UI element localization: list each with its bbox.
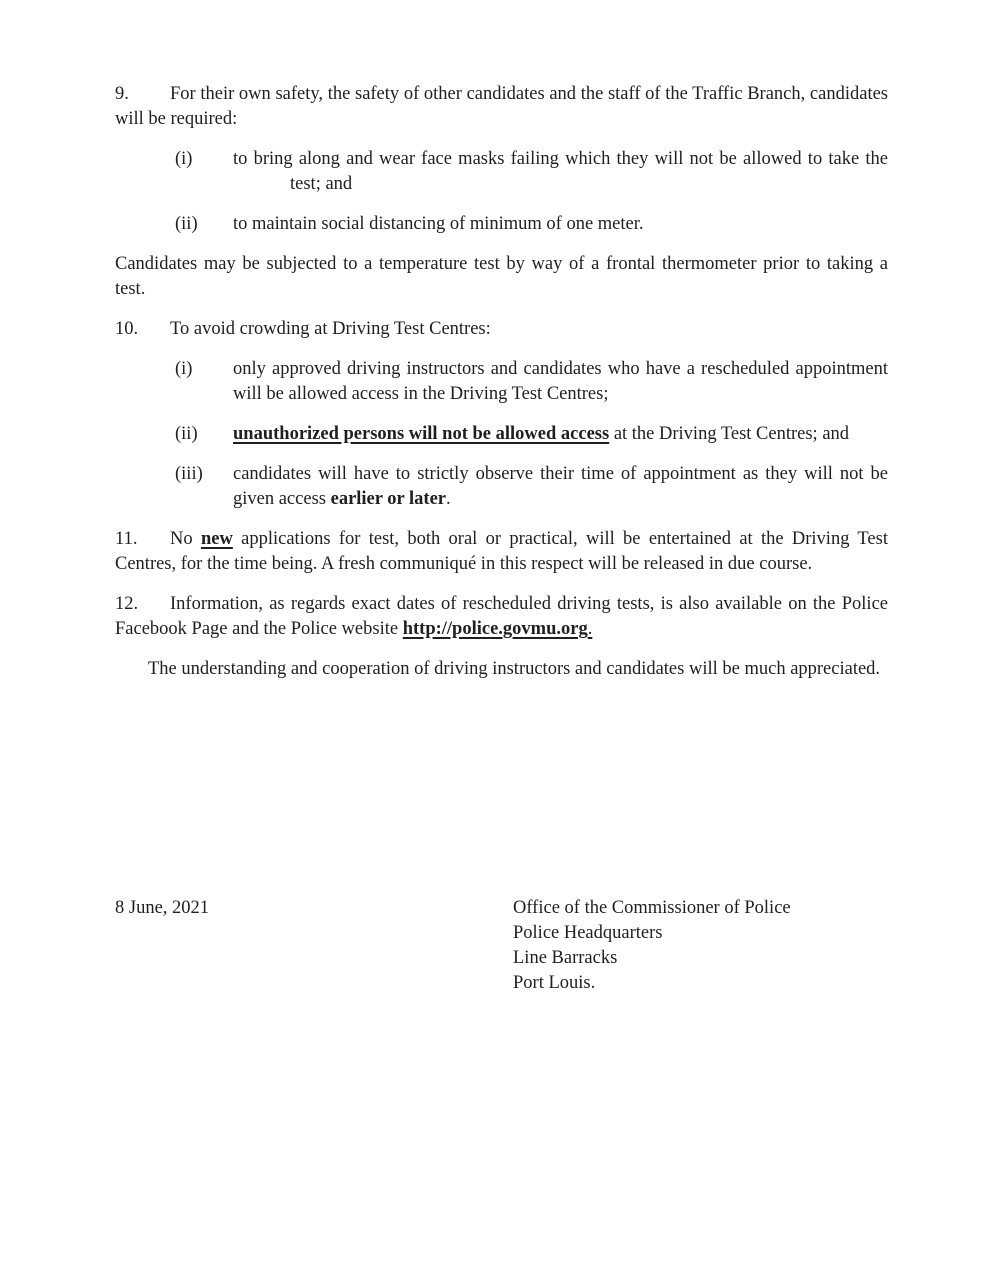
item-text [233, 422, 888, 447]
signature-office [513, 896, 791, 996]
office-line: Line Barracks [513, 948, 618, 968]
list-item-10-i [175, 357, 888, 407]
office-line: Port Louis. [513, 973, 596, 993]
list-item-9-i [175, 147, 888, 197]
list-10 [175, 357, 888, 512]
paragraph-9 [115, 82, 888, 132]
item-marker: (iii) [175, 464, 203, 484]
office-line: Office of the Commissioner of Police [513, 898, 791, 918]
paragraph-number: 11. [115, 529, 138, 549]
item-marker: (i) [175, 149, 193, 169]
closing-paragraph: The understanding and cooperation of driving instructors and candidates will be much appreciated. [148, 659, 881, 679]
list-item-10-ii [175, 422, 888, 447]
paragraph-text-post: applications for test, both oral or practical, will be entertained at the Driving Test Centres, for the time being. A fresh communiqué in this respect will be released in due course. [115, 529, 888, 574]
item-text-pre: candidates will have to strictly observe their time of appointment as they will not be given access [233, 464, 888, 509]
item-text-post: . [446, 489, 451, 509]
bold-underline-text: unauthorized persons will not be allowed access [233, 424, 610, 444]
paragraph-11 [115, 527, 888, 577]
bold-text: earlier or later [330, 489, 446, 509]
office-line: Police Headquarters [513, 923, 663, 943]
bold-underline-text: new [200, 529, 233, 549]
list-item-10-iii [175, 462, 888, 512]
item-marker: (ii) [175, 424, 198, 444]
paragraph-text: For their own safety, the safety of other candidates and the staff of the Traffic Branch, candidates will be required: [115, 84, 888, 129]
item-marker: (i) [175, 359, 193, 379]
paragraph-12 [115, 592, 888, 642]
paragraph-number: 12. [115, 594, 139, 614]
item-text: to maintain social distancing of minimum of one meter. [233, 214, 644, 234]
paragraph-text: To avoid crowding at Driving Test Centres: [170, 319, 491, 339]
document-body [115, 82, 888, 697]
item-text-rest: at the Driving Test Centres; and [609, 424, 850, 444]
paragraph-temperature: Candidates may be subjected to a temperature test by way of a frontal thermometer prior to taking a test. [115, 254, 888, 299]
paragraph-text-pre: No [170, 529, 201, 549]
paragraph-number: 10. [115, 319, 139, 339]
item-marker: (ii) [175, 214, 198, 234]
list-9 [175, 147, 888, 237]
item-text: to bring along and wear face masks failing which they will not be allowed to take the test; and [233, 149, 888, 194]
signature-date: 8 June, 2021 [115, 898, 210, 918]
paragraph-10 [115, 317, 888, 342]
list-item-9-ii [175, 212, 888, 237]
item-text: only approved driving instructors and candidates who have a rescheduled appointment will be allowed access in the Driving Test Centres; [233, 359, 888, 404]
signature-block [115, 896, 888, 993]
item-text [233, 462, 888, 512]
paragraph-number: 9. [115, 84, 129, 104]
website-url: http://police.govmu.org [402, 619, 588, 639]
url-trailing-period: . [587, 619, 593, 639]
paragraph-text-pre: Information, as regards exact dates of rescheduled driving tests, is also available on the Police Facebook Page and the Police website [115, 594, 888, 639]
